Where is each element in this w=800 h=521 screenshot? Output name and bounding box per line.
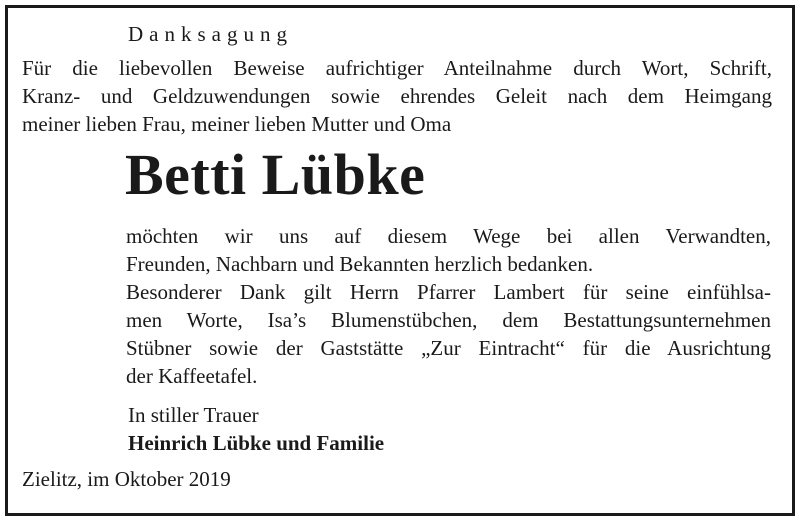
notice-heading: Danksagung [128,22,293,46]
thanks-line: Besonderer Dank gilt Herrn Pfarrer Lambert für seine einfühlsa- [126,280,771,304]
signature: Heinrich Lübke und Familie [128,431,385,455]
thanks-paragraph [126,222,771,390]
intro-paragraph [22,54,772,138]
intro-line: Kranz- und Geldzuwendungen sowie ehrendes Geleit nach dem Heimgang [22,84,772,108]
intro-line: meiner lieben Frau, meiner lieben Mutter und Oma [22,112,452,136]
thanks-line: Stübner sowie der Gaststätte „Zur Eintracht“ für die Ausrichtung [126,336,771,360]
thanks-line: der Kaffeetafel. [126,364,258,388]
thanks-line: men Worte, Isa’s Blumenstübchen, dem Bestattungsunternehmen [126,308,771,332]
place-date: Zielitz, im Oktober 2019 [22,467,231,491]
thanks-line: Freunden, Nachbarn und Bekannten herzlich bedanken. [126,252,594,276]
closing-phrase: In stiller Trauer [128,403,259,427]
thanks-line: möchten wir uns auf diesem Wege bei allen Verwandten, [126,224,771,248]
deceased-name: Betti Lübke [125,142,426,207]
intro-line: Für die liebevollen Beweise aufrichtiger Anteilnahme durch Wort, Schrift, [22,56,772,80]
